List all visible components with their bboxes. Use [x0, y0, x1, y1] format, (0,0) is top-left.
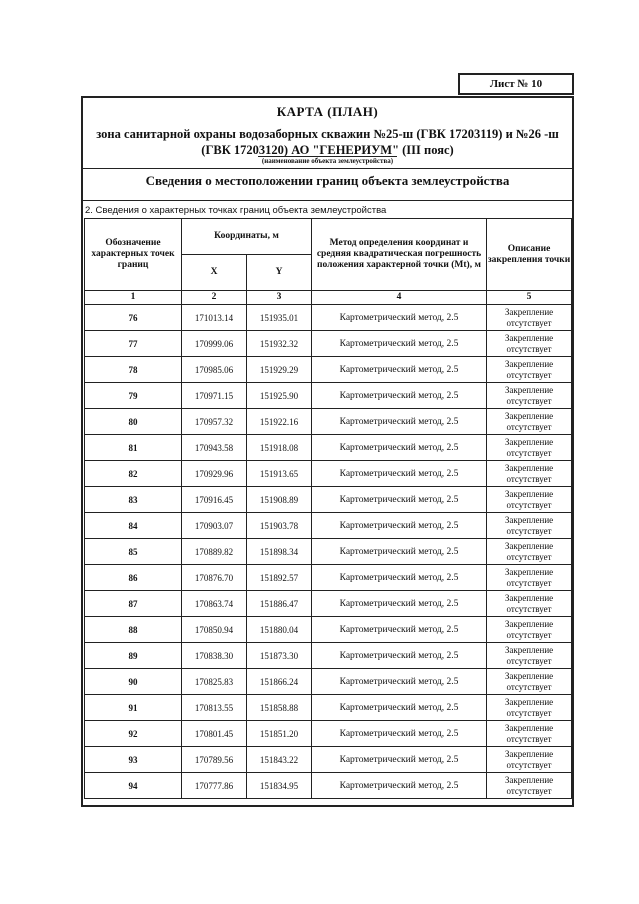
point-cell: 84 [85, 513, 182, 539]
method-cell: Картометрический метод, 2.5 [312, 669, 487, 695]
y-cell: 151851.20 [247, 721, 312, 747]
x-cell: 170801.45 [182, 721, 247, 747]
header-fixing: Описание закрепления точки [487, 219, 572, 291]
document-subtitle: зона санитарной охраны водозаборных скважин №25-ш (ГВК 17203119) и №26 -ш (ГВК 17203120) АО "ГЕНЕРИУМ" (III пояс) [96, 127, 559, 157]
y-cell: 151880.04 [247, 617, 312, 643]
point-cell: 90 [85, 669, 182, 695]
divider [83, 200, 572, 201]
x-cell: 170876.70 [182, 565, 247, 591]
x-cell: 170999.06 [182, 331, 247, 357]
point-cell: 94 [85, 773, 182, 799]
header-x: X [182, 255, 247, 291]
table-row [85, 721, 572, 747]
y-cell: 151932.32 [247, 331, 312, 357]
fixing-cell: Закрепление отсутствует [487, 331, 572, 357]
subtitle-caption: (наименование объекта землеустройства) [258, 156, 397, 165]
table-row [85, 695, 572, 721]
sheet-number: Лист № 10 [489, 78, 543, 90]
method-cell: Картометрический метод, 2.5 [312, 513, 487, 539]
table-row [85, 617, 572, 643]
fixing-cell: Закрепление отсутствует [487, 383, 572, 409]
table-row [85, 539, 572, 565]
section-title: Сведения о местоположении границ объекта землеустройства [145, 173, 510, 188]
table-row [85, 669, 572, 695]
sheet-number-box [458, 73, 574, 95]
table-row [85, 461, 572, 487]
table-row [85, 643, 572, 669]
y-cell: 151843.22 [247, 747, 312, 773]
fixing-cell: Закрепление отсутствует [487, 435, 572, 461]
col-number: 2 [182, 291, 247, 305]
table-row [85, 357, 572, 383]
table-row [85, 513, 572, 539]
point-cell: 77 [85, 331, 182, 357]
x-cell: 170903.07 [182, 513, 247, 539]
y-cell: 151918.08 [247, 435, 312, 461]
x-cell: 170789.56 [182, 747, 247, 773]
method-cell: Картометрический метод, 2.5 [312, 409, 487, 435]
y-cell: 151908.89 [247, 487, 312, 513]
x-cell: 170850.94 [182, 617, 247, 643]
point-cell: 82 [85, 461, 182, 487]
y-cell: 151925.90 [247, 383, 312, 409]
x-cell: 170916.45 [182, 487, 247, 513]
point-cell: 93 [85, 747, 182, 773]
fixing-cell: Закрепление отсутствует [487, 487, 572, 513]
x-cell: 170971.15 [182, 383, 247, 409]
y-cell: 151873.30 [247, 643, 312, 669]
y-cell: 151929.29 [247, 357, 312, 383]
y-cell: 151903.78 [247, 513, 312, 539]
header-point: Обозначение характерных точек границ [85, 219, 182, 291]
table-row [85, 591, 572, 617]
method-cell: Картометрический метод, 2.5 [312, 773, 487, 799]
method-cell: Картометрический метод, 2.5 [312, 721, 487, 747]
table-row [85, 773, 572, 799]
table-body [85, 305, 572, 799]
method-cell: Картометрический метод, 2.5 [312, 643, 487, 669]
table-row [85, 331, 572, 357]
y-cell: 151886.47 [247, 591, 312, 617]
x-cell: 170985.06 [182, 357, 247, 383]
point-cell: 83 [85, 487, 182, 513]
table-row [85, 565, 572, 591]
point-cell: 91 [85, 695, 182, 721]
point-cell: 88 [85, 617, 182, 643]
header-coords: Координаты, м [182, 219, 312, 255]
col-number: 4 [312, 291, 487, 305]
method-cell: Картометрический метод, 2.5 [312, 383, 487, 409]
subsection-title: 2. Сведения о характерных точках границ объекта землеустройства [85, 205, 387, 216]
col-number: 5 [487, 291, 572, 305]
point-cell: 78 [85, 357, 182, 383]
fixing-cell: Закрепление отсутствует [487, 305, 572, 331]
table-row [85, 747, 572, 773]
fixing-cell: Закрепление отсутствует [487, 513, 572, 539]
fixing-cell: Закрепление отсутствует [487, 461, 572, 487]
x-cell: 170943.58 [182, 435, 247, 461]
fixing-cell: Закрепление отсутствует [487, 747, 572, 773]
method-cell: Картометрический метод, 2.5 [312, 461, 487, 487]
fixing-cell: Закрепление отсутствует [487, 643, 572, 669]
fixing-cell: Закрепление отсутствует [487, 357, 572, 383]
point-cell: 85 [85, 539, 182, 565]
fixing-cell: Закрепление отсутствует [487, 669, 572, 695]
y-cell: 151892.57 [247, 565, 312, 591]
y-cell: 151866.24 [247, 669, 312, 695]
fixing-cell: Закрепление отсутствует [487, 539, 572, 565]
point-cell: 87 [85, 591, 182, 617]
point-cell: 89 [85, 643, 182, 669]
fixing-cell: Закрепление отсутствует [487, 565, 572, 591]
method-cell: Картометрический метод, 2.5 [312, 617, 487, 643]
y-cell: 151834.95 [247, 773, 312, 799]
fixing-cell: Закрепление отсутствует [487, 773, 572, 799]
table-row [85, 305, 572, 331]
method-cell: Картометрический метод, 2.5 [312, 539, 487, 565]
fixing-cell: Закрепление отсутствует [487, 695, 572, 721]
method-cell: Картометрический метод, 2.5 [312, 747, 487, 773]
document-title: КАРТА (ПЛАН) [276, 104, 379, 119]
method-cell: Картометрический метод, 2.5 [312, 565, 487, 591]
method-cell: Картометрический метод, 2.5 [312, 591, 487, 617]
subtitle-caption-wrap [83, 157, 572, 165]
table-row [85, 435, 572, 461]
table-row [85, 409, 572, 435]
method-cell: Картометрический метод, 2.5 [312, 357, 487, 383]
method-cell: Картометрический метод, 2.5 [312, 695, 487, 721]
fixing-cell: Закрепление отсутствует [487, 591, 572, 617]
col-number: 3 [247, 291, 312, 305]
fixing-cell: Закрепление отсутствует [487, 617, 572, 643]
point-cell: 86 [85, 565, 182, 591]
header-method: Метод определения координат и средняя квадратическая погрешность положения характерной точки (Mt), м [312, 219, 487, 291]
method-cell: Картометрический метод, 2.5 [312, 487, 487, 513]
divider [83, 168, 572, 169]
col-number: 1 [85, 291, 182, 305]
document-frame [81, 96, 574, 807]
x-cell: 170889.82 [182, 539, 247, 565]
table-row [85, 383, 572, 409]
x-cell: 170813.55 [182, 695, 247, 721]
method-cell: Картометрический метод, 2.5 [312, 305, 487, 331]
x-cell: 171013.14 [182, 305, 247, 331]
table-row [85, 487, 572, 513]
point-cell: 92 [85, 721, 182, 747]
x-cell: 170838.30 [182, 643, 247, 669]
point-cell: 76 [85, 305, 182, 331]
fixing-cell: Закрепление отсутствует [487, 409, 572, 435]
x-cell: 170825.83 [182, 669, 247, 695]
x-cell: 170863.74 [182, 591, 247, 617]
y-cell: 151935.01 [247, 305, 312, 331]
y-cell: 151922.16 [247, 409, 312, 435]
fixing-cell: Закрепление отсутствует [487, 721, 572, 747]
point-cell: 80 [85, 409, 182, 435]
header-y: Y [247, 255, 312, 291]
method-cell: Картометрический метод, 2.5 [312, 331, 487, 357]
y-cell: 151898.34 [247, 539, 312, 565]
y-cell: 151858.88 [247, 695, 312, 721]
x-cell: 170957.32 [182, 409, 247, 435]
x-cell: 170777.86 [182, 773, 247, 799]
point-cell: 79 [85, 383, 182, 409]
x-cell: 170929.96 [182, 461, 247, 487]
method-cell: Картометрический метод, 2.5 [312, 435, 487, 461]
point-cell: 81 [85, 435, 182, 461]
y-cell: 151913.65 [247, 461, 312, 487]
points-table [84, 218, 572, 799]
